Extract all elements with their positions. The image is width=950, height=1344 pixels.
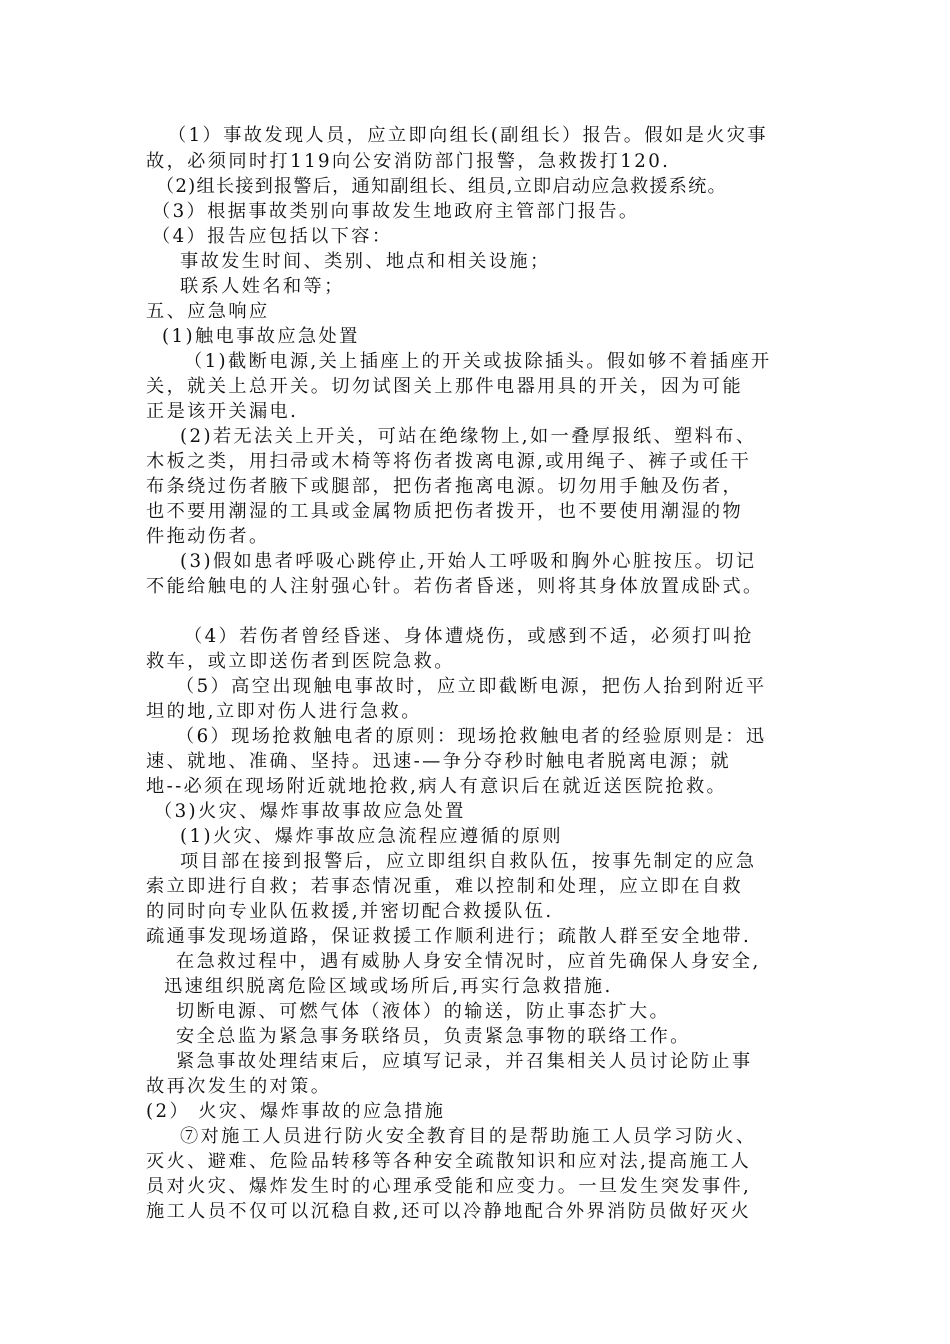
text-line: （2)组长接到报警后，通知副组长、组员,立即启动应急救援系统。 (156, 176, 727, 197)
text-line: 地--必须在现场附近就地抢救,病人有意识后在就近送医院抢救。 (146, 776, 728, 797)
text-line: 件拖动伤者。 (146, 526, 270, 547)
text-line: 事故发生时间、类别、地点和相关设施； (180, 251, 551, 272)
text-line: 索立即进行自救；若事态情况重，难以控制和处理，应立即在自救 (146, 876, 744, 897)
text-line: 在急救过程中，遇有威胁人身安全情况时，应首先确保人身安全, (176, 951, 761, 972)
text-line: 的同时向专业队伍救援,并密切配合救援队伍. (146, 901, 554, 922)
text-line: 故再次发生的对策。 (146, 1076, 332, 1097)
text-line: （3）根据事故类别向事故发生地政府主管部门报告。 (152, 201, 640, 222)
subsection-heading: (2） 火灾、爆炸事故的应急措施 (146, 1101, 446, 1122)
text-line: （5）高空出现触电事故时，应立即截断电源，把伤人抬到附近平 (176, 676, 767, 697)
text-line: 关，就关上总开关。切勿试图关上那件电器用具的开关，因为可能 (146, 376, 744, 397)
text-line: 疏通事发现场道路，保证救援工作顺利进行；疏散人群至安全地带. (146, 926, 752, 947)
text-line: 布条绕过伤者腋下或腿部，把伤者拖离电源。切勿用手触及伤者， (146, 476, 744, 497)
text-line: （4）报告应包括以下容： (152, 226, 393, 247)
subsection-heading: (1)触电事故应急处置 (162, 326, 360, 347)
text-line: 不能给触电的人注射强心针。若伤者昏迷，则将其身体放置成卧式。 (146, 576, 764, 597)
text-line: 故，必须同时打119向公安消防部门报警，急救拨打120. (146, 151, 671, 172)
text-line: （6）现场抢救触电者的原则：现场抢救触电者的经验原则是：迅 (176, 726, 767, 747)
text-line: 员对火灾、爆炸发生时的心理承受能和应变力。一旦发生突发事件, (146, 1176, 752, 1197)
text-line: ⑦对施工人员进行防火安全教育目的是帮助施工人员学习防火、 (180, 1126, 757, 1147)
text-line: 木板之类，用扫帚或木椅等将伤者拨离电源,或用绳子、裤子或任干 (146, 451, 752, 472)
text-line: 迅速组织脱离危险区域或场所后,再实行急救措施. (164, 976, 613, 997)
text-line: 坦的地,立即对伤人进行急救。 (146, 701, 422, 722)
text-line: 速、就地、准确、坚持。迅速-—争分夺秒时触电者脱离电源；就 (146, 751, 731, 772)
subsection-heading: （3)火灾、爆炸事故事故应急处置 (154, 801, 466, 822)
text-line: 救车，或立即送伤者到医院急救。 (146, 651, 455, 672)
text-line: 安全总监为紧急事务联络员，负责紧急事物的联络工作。 (176, 1026, 691, 1047)
text-line: (1)火灾、爆炸事故应急流程应遵循的原则 (180, 826, 563, 847)
text-line: (3)假如患者呼吸心跳停止,开始人工呼吸和胸外心脏按压。切记 (180, 551, 757, 572)
text-line: 施工人员不仅可以沉稳自救,还可以冷静地配合外界消防员做好灭火 (146, 1201, 752, 1222)
text-line: (2)若无法关上开关，可站在绝缘物上,如一叠厚报纸、塑料布、 (180, 426, 757, 447)
text-line: 也不要用潮湿的工具或金属物质把伤者拨开，也不要使用潮湿的物 (146, 501, 744, 522)
text-line: 联系人姓名和等； (180, 276, 345, 297)
text-line: 正是该开关漏电. (146, 401, 299, 422)
section-heading: 五、应急响应 (146, 301, 270, 322)
text-line: （4）若伤者曾经昏迷、身体遭烧伤，或感到不适，必须打叫抢 (184, 626, 754, 647)
text-line: （1)截断电源,关上插座上的开关或拔除插头。假如够不着插座开 (184, 351, 772, 372)
text-line: 灭火、避难、危险品转移等各种安全疏散知识和应对法,提高施工人 (146, 1151, 752, 1172)
text-line: 紧急事故处理结束后，应填写记录，并召集相关人员讨论防止事 (176, 1051, 753, 1072)
text-line: 切断电源、可燃气体（液体）的输送，防止事态扩大。 (176, 1001, 671, 1022)
text-line: 项目部在接到报警后，应立即组织自救队伍，按事先制定的应急 (180, 851, 757, 872)
text-line: （1）事故发现人员，应立即向组长(副组长）报告。假如是火灾事 (168, 125, 768, 146)
